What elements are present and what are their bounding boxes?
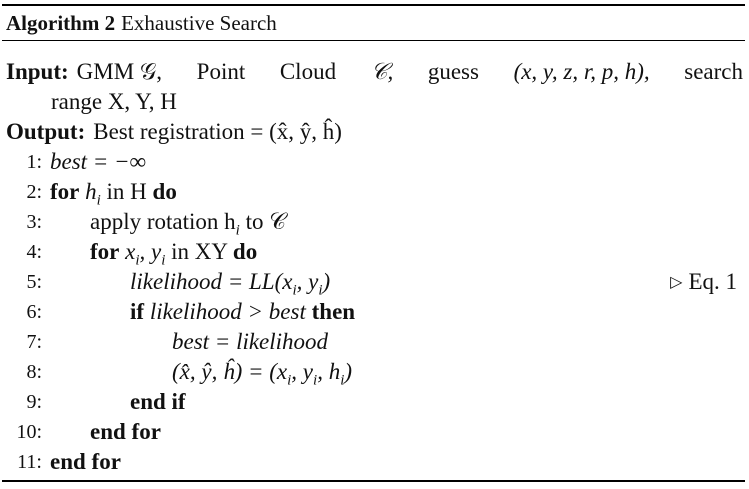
subscript: i (235, 222, 240, 239)
input-spec (6, 57, 743, 117)
math-expr: ) (344, 359, 353, 384)
code-line (6, 357, 743, 387)
code-fragment: in XY (171, 239, 228, 264)
code-fragment: apply rotation h (90, 209, 236, 234)
algorithm-body (2, 57, 745, 477)
line-number: 4: (26, 241, 42, 263)
line-number: 8: (26, 361, 42, 383)
code-line (6, 327, 743, 357)
subscript: i (292, 282, 297, 299)
output-spec (6, 117, 743, 147)
algorithm-caption (2, 6, 745, 41)
code-fragment: in H (106, 179, 147, 204)
line-number: 2: (26, 181, 42, 203)
input-line-1 (6, 57, 743, 87)
code-line (6, 447, 743, 477)
line-comment (670, 267, 737, 298)
subscript: i (287, 372, 292, 389)
math-var: , y (139, 239, 162, 264)
input-word: guess (427, 59, 479, 84)
input-word: Cloud (279, 59, 337, 84)
keyword: for (50, 179, 80, 204)
algorithm-label: Algorithm 2 (6, 11, 116, 35)
input-word: (x, y, z, r, p, h), (513, 59, 650, 84)
input-word: search (684, 59, 743, 84)
subscript: i (313, 372, 318, 389)
subscript: i (318, 282, 323, 299)
math-var: x (125, 239, 136, 264)
math-expr: likelihood > best (149, 299, 306, 324)
line-number: 11: (17, 451, 42, 473)
line-number: 9: (26, 391, 42, 413)
output-keyword: Output: (6, 119, 86, 144)
code-line (6, 417, 743, 447)
code-line (6, 237, 743, 267)
code-text: best = −∞ (50, 149, 146, 174)
keyword: if (130, 299, 145, 324)
math-expr: , y (296, 269, 319, 294)
math-expr: ) (322, 269, 331, 294)
math-expr: (x̂, ŷ, ĥ) = (x (172, 359, 288, 384)
line-number: 7: (26, 331, 42, 353)
subscript: i (135, 252, 140, 269)
line-number: 5: (26, 271, 42, 293)
line-number: 1: (26, 151, 42, 173)
keyword: then (311, 299, 356, 324)
code-line (6, 297, 743, 327)
math-var: h (85, 179, 97, 204)
code-text: best = likelihood (172, 329, 329, 354)
input-keyword: Input: (6, 59, 69, 84)
code-line (6, 207, 743, 237)
math-expr: , y (291, 359, 314, 384)
line-number: 10: (16, 421, 42, 443)
algorithm-title: Exhaustive Search (121, 11, 277, 35)
subscript: i (340, 372, 345, 389)
input-word: 𝒞, (370, 59, 394, 84)
input-word: Point (196, 59, 246, 84)
algorithm-block (2, 4, 745, 482)
math-expr: , h (317, 359, 341, 384)
keyword: do (232, 239, 258, 264)
keyword: do (152, 179, 177, 204)
input-line-2: range X, Y, H (51, 89, 177, 114)
code-line (6, 177, 743, 207)
line-number: 6: (26, 301, 42, 323)
input-word: GMM 𝒢, (76, 59, 163, 84)
line-number: 3: (26, 211, 42, 233)
code-text (130, 297, 355, 327)
keyword: for (90, 239, 120, 264)
keyword: end for (50, 449, 121, 474)
code-fragment: to 𝒞 (245, 209, 286, 234)
keyword: end for (90, 419, 161, 444)
subscript: i (161, 252, 166, 269)
math-expr: likelihood = LL(x (130, 269, 293, 294)
comment-triangle-icon: ▷ (670, 274, 683, 291)
subscript: i (96, 192, 101, 209)
code-line (6, 147, 743, 177)
output-text: Best registration = (x̂, ŷ, ĥ) (93, 119, 342, 144)
code-line (6, 267, 743, 297)
code-line (6, 387, 743, 417)
keyword: end if (130, 389, 186, 414)
comment-text: Eq. 1 (688, 269, 737, 294)
